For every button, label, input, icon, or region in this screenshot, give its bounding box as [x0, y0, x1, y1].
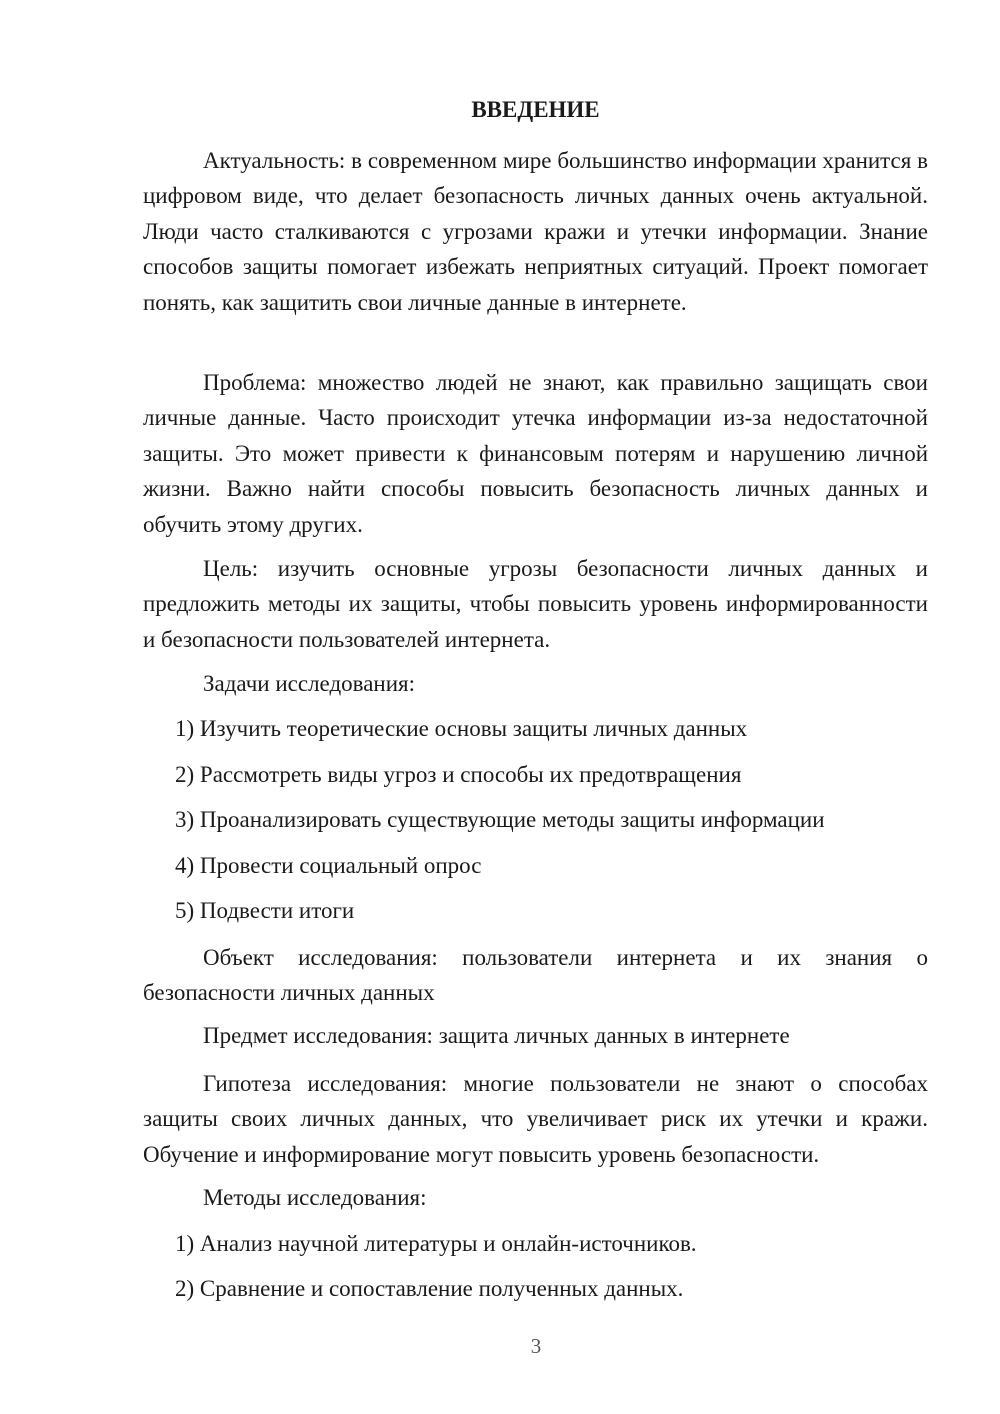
task-item: 5) Подвести итоги [175, 898, 355, 923]
methods-heading: Методы исследования: [203, 1185, 427, 1210]
relevance-paragraph: Актуальность: в современном мире большинство информации хранится в цифровом виде, что делает безопасность личных данных очень актуальной. Люди часто сталкиваются с угрозами кражи и утечки информации. Знание способов защиты помогает избежать неприятных ситуаций. Проект помогает понять, как защитить свои личные данные в интернете. [143, 148, 928, 315]
method-item: 2) Сравнение и сопоставление полученных данных. [175, 1276, 684, 1301]
task-item: 4) Провести социальный опрос [175, 853, 482, 878]
tasks-heading: Задачи исследования: [203, 671, 416, 696]
page-title: ВВЕДЕНИЕ [471, 97, 600, 122]
object-paragraph: Объект исследования: пользователи интернета и их знания о безопасности личных данных [143, 945, 928, 1006]
task-item: 2) Рассмотреть виды угроз и способы их предотвращения [175, 762, 742, 787]
task-item: 1) Изучить теоретические основы защиты личных данных [175, 716, 748, 741]
subject-paragraph: Предмет исследования: защита личных данных в интернете [203, 1023, 790, 1048]
task-item: 3) Проанализировать существующие методы защиты информации [175, 807, 825, 832]
goal-paragraph: Цель: изучить основные угрозы безопасности личных данных и предложить методы их защиты, чтобы повысить уровень информированности и безопасности пользователей интернета. [143, 556, 928, 652]
method-item: 1) Анализ научной литературы и онлайн-источников. [175, 1231, 697, 1256]
hypothesis-paragraph: Гипотеза исследования: многие пользователи не знают о способах защиты своих личных данных, что увеличивает риск их утечки и кражи. Обучение и информирование могут повысить уровень безопасности. [143, 1071, 928, 1167]
problem-paragraph: Проблема: множество людей не знают, как правильно защищать свои личные данные. Часто происходит утечка информации из-за недостаточной защиты. Это может привести к финансовым потерям и нарушению личной жизни. Важно найти способы повысить безопасность личных данных и обучить этому других. [143, 370, 928, 537]
page-number: 3 [530, 1334, 542, 1358]
